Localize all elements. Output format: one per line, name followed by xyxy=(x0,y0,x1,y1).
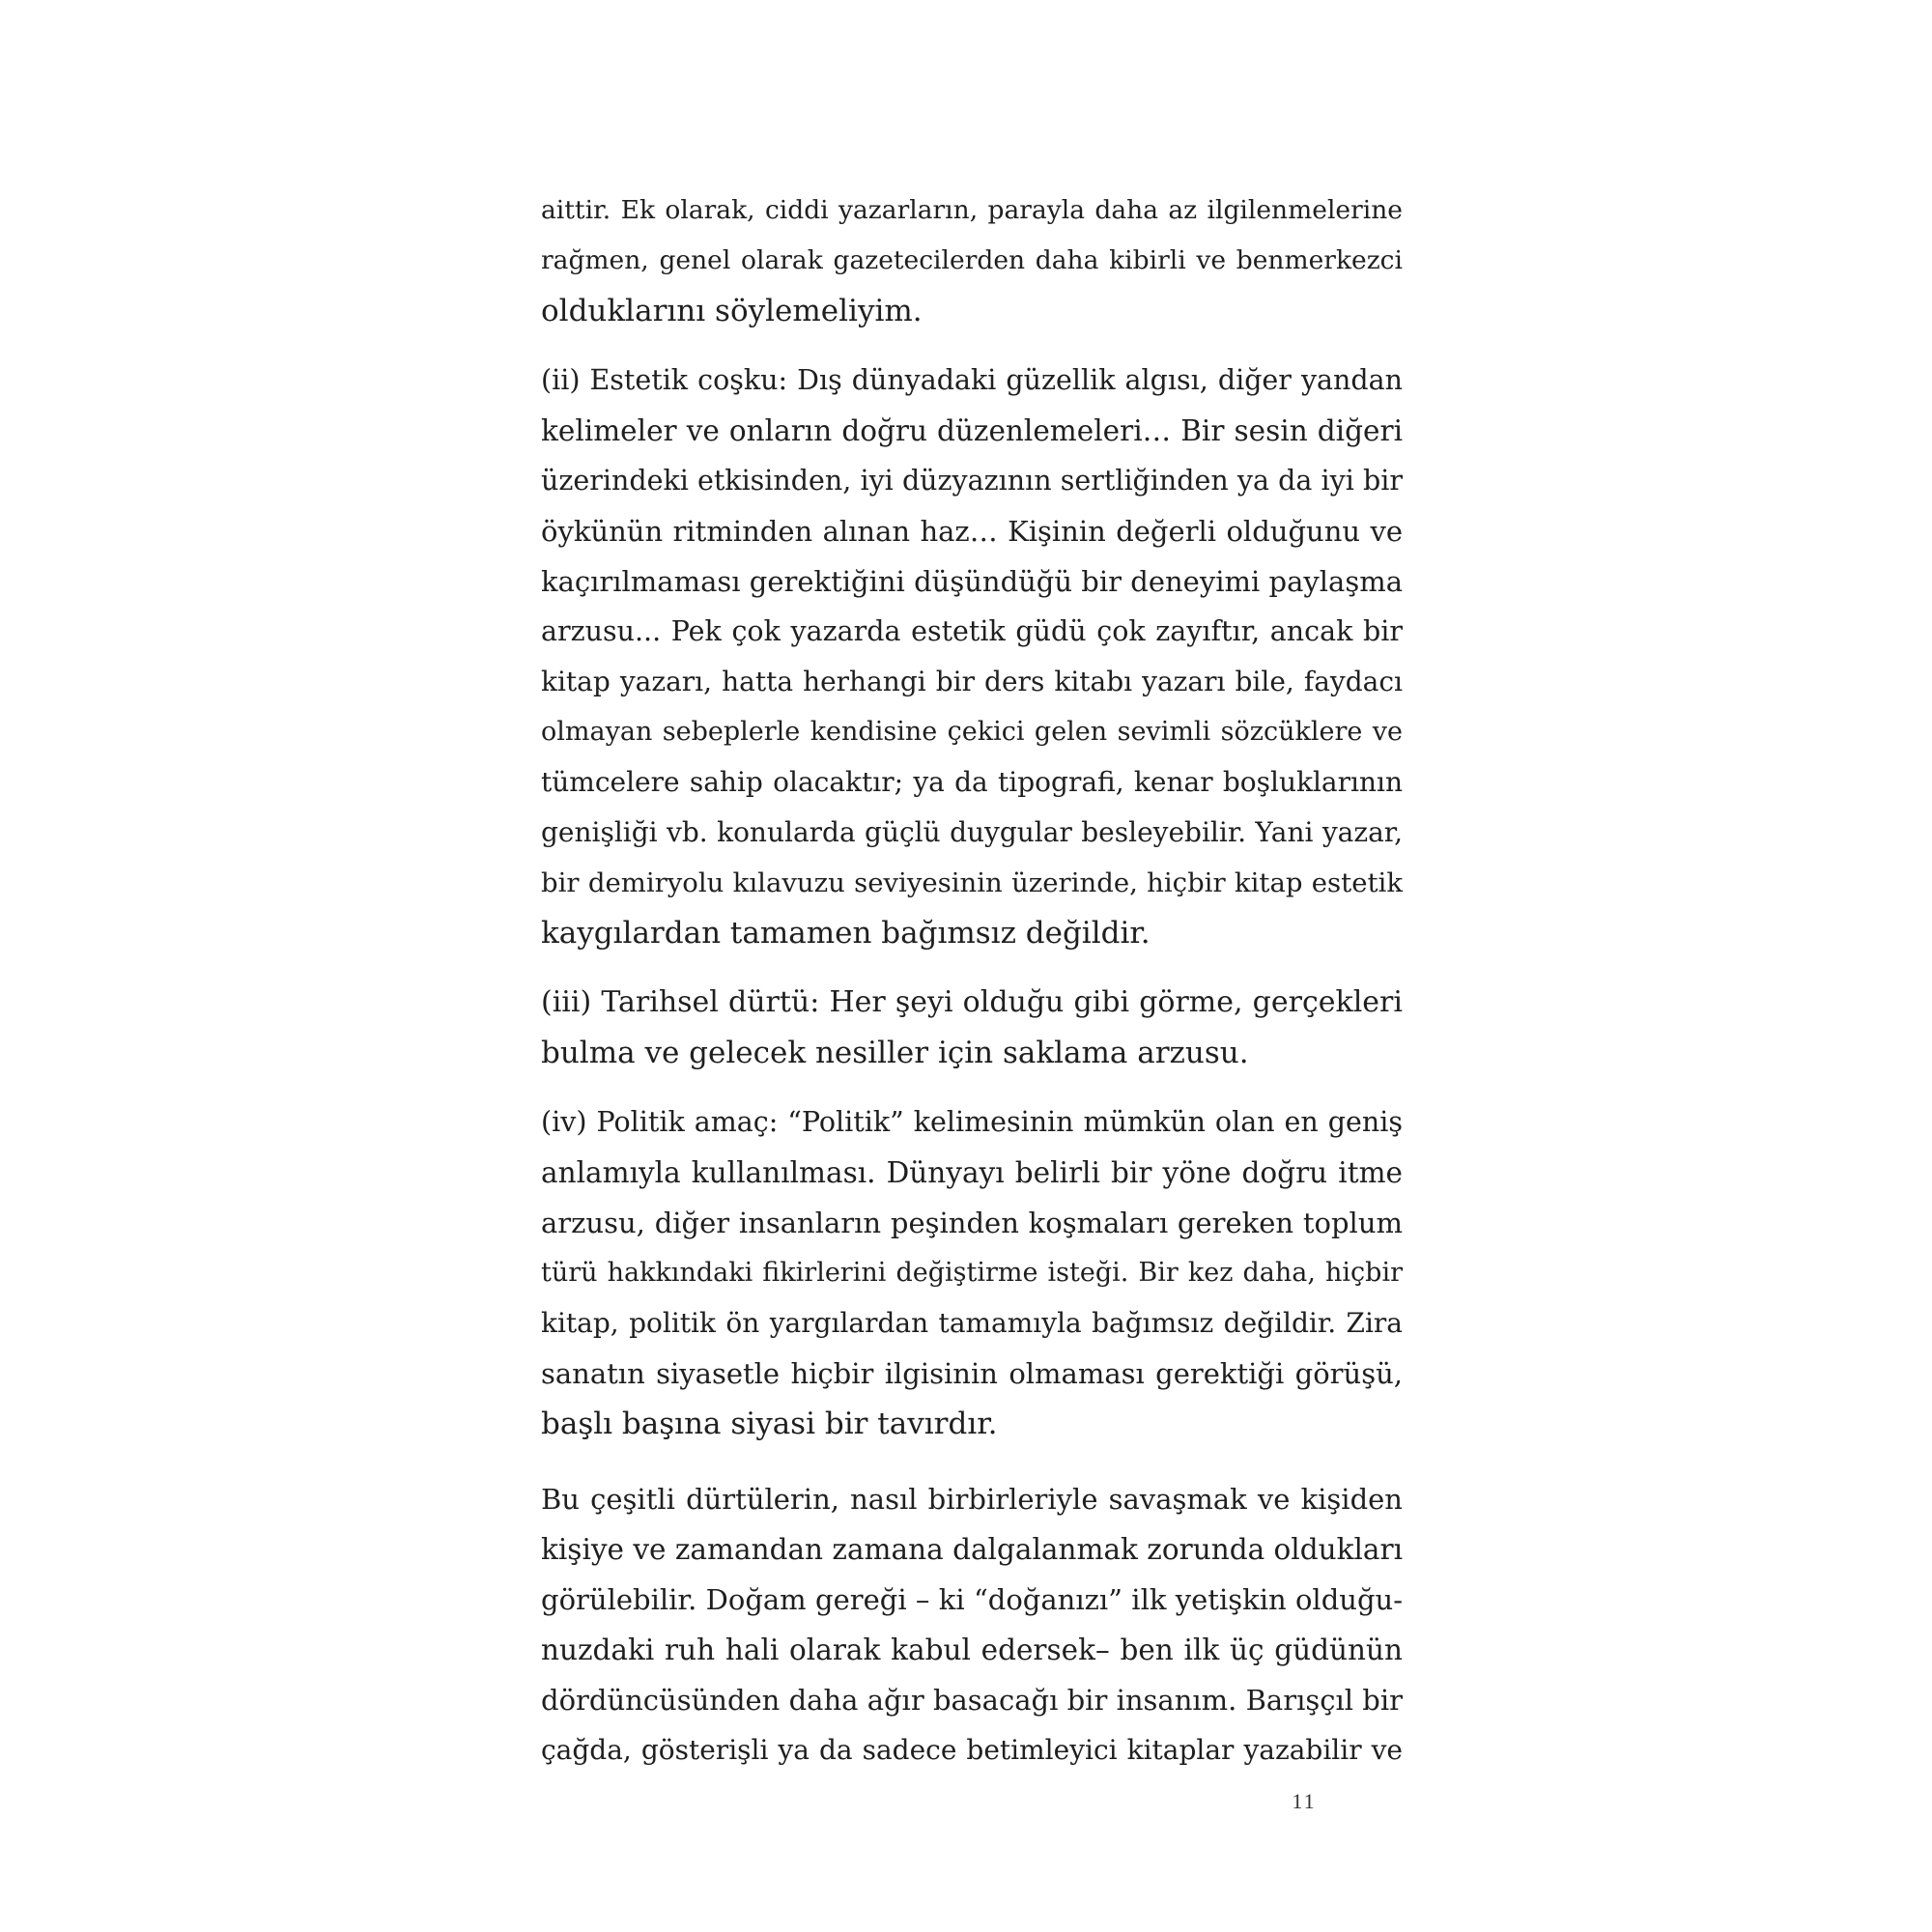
paragraph-3 xyxy=(541,978,1403,1078)
text-line: görülebilir. Doğam gereği – ki “doğanızı” ilk yetişkin olduğu- xyxy=(541,1583,1403,1616)
text-line: kaçırılmaması gerektiğini düşündüğü bir deneyimi paylaşma xyxy=(541,565,1403,598)
paragraph-gap xyxy=(541,1449,1403,1474)
text-line: Bu çeşitli dürtülerin, nasıl birbirleriyle savaşmak ve kişiden xyxy=(541,1483,1403,1516)
text-line: olduklarını söylemeliyim. xyxy=(541,294,923,328)
text-line: kitap, politik ön yargılardan tamamıyla bağımsız değildir. Zira xyxy=(541,1307,1403,1339)
text-line: (iv) Politik amaç: “Politik” kelimesinin mümkün olan en geniş xyxy=(541,1106,1403,1138)
text-line: olmayan sebeplerle kendisine çekici gelen sevimli sözcüklere ve xyxy=(541,717,1403,747)
text-line: başlı başına siyasi bir tavırdır. xyxy=(541,1406,998,1441)
paragraph-1 xyxy=(541,185,1403,336)
paragraph-gap xyxy=(541,336,1403,355)
paragraph-2 xyxy=(541,355,1403,958)
text-line: kişiye ve zamandan zamana dalgalanmak zorunda oldukları xyxy=(541,1533,1404,1566)
paragraph-gap xyxy=(541,1078,1403,1097)
text-line: çağda, gösterişli ya da sadece betimleyici kitaplar yazabilir ve xyxy=(541,1734,1403,1766)
page-number: 11 xyxy=(1292,1789,1317,1813)
text-line: (iii) Tarihsel dürtü: Her şeyi olduğu gibi görme, gerçekleri xyxy=(541,985,1403,1019)
paragraph-gap xyxy=(541,958,1403,978)
text-line: kelimeler ve onların doğru düzenlemeleri… Bir sesin diğeri xyxy=(541,414,1403,447)
text-line: arzusu, diğer insanların peşinden koşmaları gereken toplum xyxy=(541,1207,1403,1239)
text-line: üzerindeki etkisinden, iyi düzyazının sertliğinden ya da iyi bir xyxy=(541,465,1403,497)
text-line: rağmen, genel olarak gazetecilerden daha kibirli ve benmerkezci xyxy=(541,245,1403,275)
text-line: bir demiryolu kılavuzu seviyesinin üzerinde, hiçbir kitap estetik xyxy=(541,867,1403,898)
text-line: tümcelere sahip olacaktır; ya da tipografi, kenar boşluklarının xyxy=(541,766,1403,798)
text-line: bulma ve gelecek nesiller için saklama arzusu. xyxy=(541,1036,1249,1070)
text-line: sanatın siyasetle hiçbir ilgisinin olmaması gerektiği görüşü, xyxy=(541,1357,1403,1390)
paragraph-5 xyxy=(541,1474,1403,1776)
text-line: kitap yazarı, hatta herhangi bir ders kitabı yazarı bile, faydacı xyxy=(541,666,1403,697)
text-line: kaygılardan tamamen bağımsız değildir. xyxy=(541,916,1151,951)
text-line: öykünün ritminden alınan haz… Kişinin değerli olduğunu ve xyxy=(541,515,1403,548)
text-line: dördüncüsünden daha ağır basacağı bir insanım. Barışçıl bir xyxy=(541,1684,1403,1717)
body-text xyxy=(541,185,1403,1776)
text-line: nuzdaki ruh hali olarak kabul edersek– ben ilk üç güdünün xyxy=(541,1634,1403,1666)
text-line: arzusu... Pek çok yazarda estetik güdü çok zayıftır, ancak bir xyxy=(541,615,1403,647)
text-line: genişliği vb. konularda güçlü duygular besleyebilir. Yani yazar, xyxy=(541,816,1403,848)
text-line: türü hakkındaki fikirlerini değiştirme isteği. Bir kez daha, hiçbir xyxy=(541,1258,1403,1288)
text-line: aittir. Ek olarak, ciddi yazarların, parayla daha az ilgilenmelerine xyxy=(541,195,1403,225)
text-line: (ii) Estetik coşku: Dış dünyadaki güzellik algısı, diğer yandan xyxy=(541,364,1403,396)
text-line: anlamıyla kullanılması. Dünyayı belirli bir yöne doğru itme xyxy=(541,1156,1403,1189)
paragraph-4 xyxy=(541,1097,1403,1449)
